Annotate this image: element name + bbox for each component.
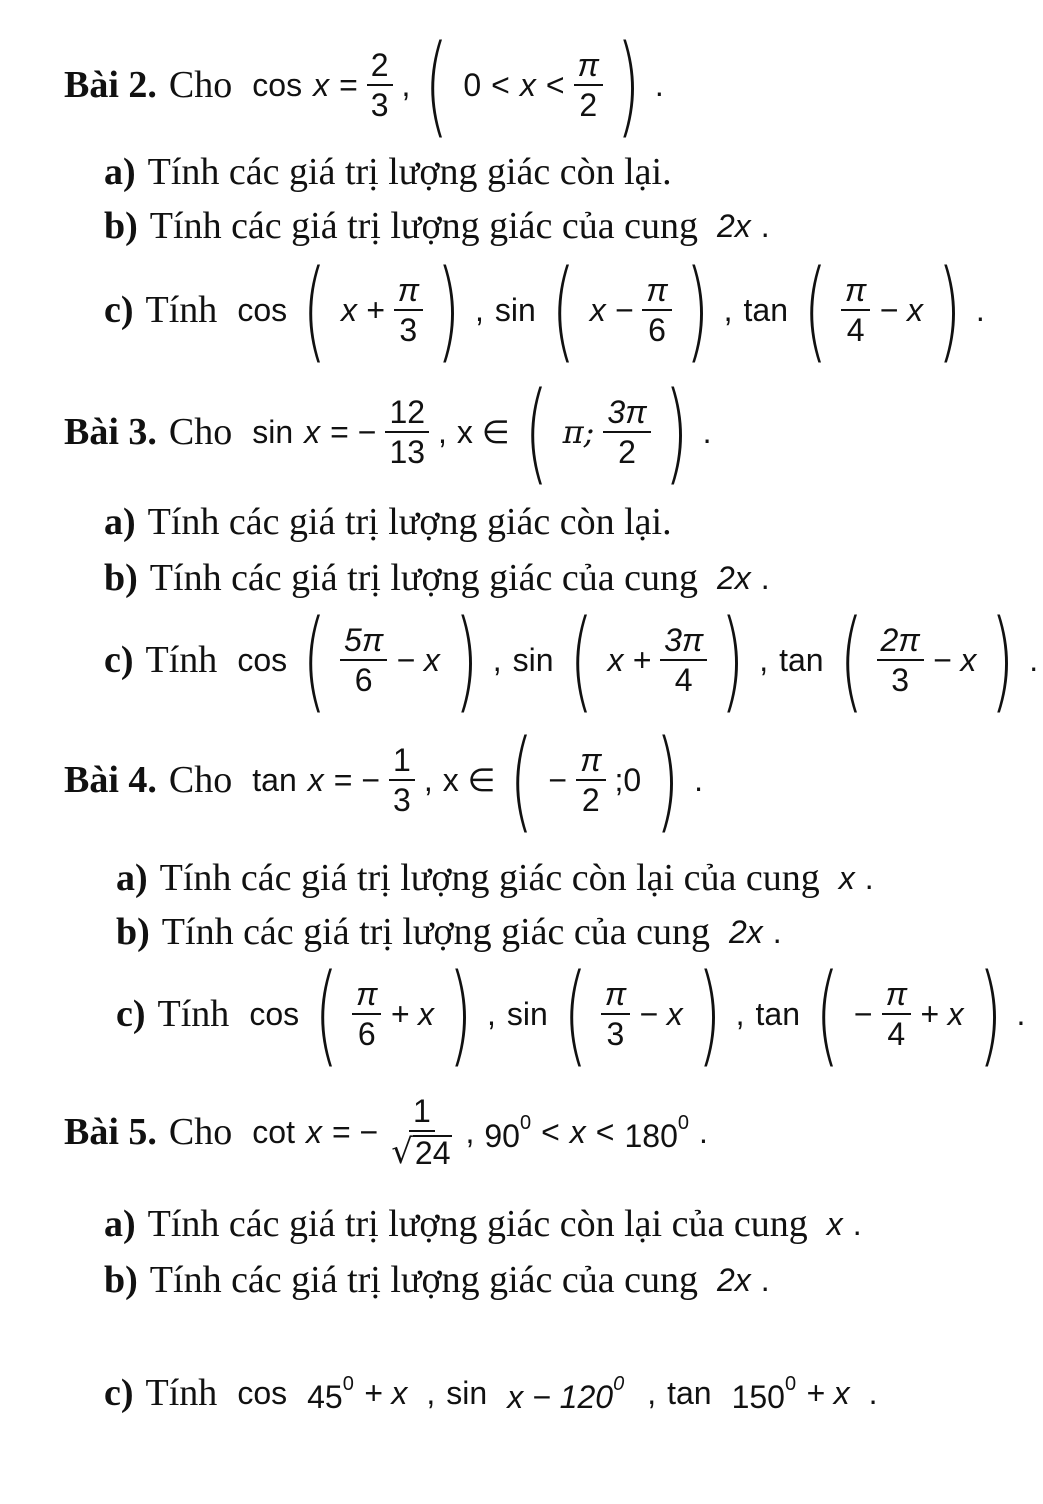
problem-4-part-a: a) Tính các giá trị lượng giác còn lại của cung x . (116, 857, 874, 899)
problem-4-title: Bài 4. (64, 759, 157, 801)
sqrt-radicand: 24 (414, 1135, 451, 1171)
problem-2-statement: Bài 2. Cho cos x = $\frac{2}{3}$ , ( 0 < x < $\frac{\pi}{2}$ ) . (64, 21, 664, 149)
problem-5-part-a: a) Tính các giá trị lượng giác còn lại của cung x . (104, 1203, 862, 1245)
left-paren: ( (425, 21, 449, 149)
fraction: $\frac{\pi}{2}$ (574, 49, 603, 121)
problem-5-title: Bài 5. (64, 1111, 157, 1153)
problem-4-part-b: b) Tính các giá trị lượng giác của cung 2x . (116, 911, 782, 953)
cos-fn: cos (252, 67, 303, 103)
problem-2-part-b: b) Tính các giá trị lượng giác của cung 2x . (104, 205, 770, 247)
problem-2-part-a: a) Tính các giá trị lượng giác còn lại. (104, 151, 672, 193)
problem-4-statement: Bài 4. Cho tan x = − $\frac{1}{3}$ , x ∈ ( − $\frac{\pi}{2}$ ;0 ) . (64, 716, 704, 844)
equals: = (339, 67, 358, 103)
cho-text: Cho (168, 64, 233, 106)
problem-3-title: Bài 3. (64, 411, 157, 453)
problem-4-part-c: c) Tính cos ( $\frac{\pi}{6}$ + x ) , sin ( $\frac{\pi}{3}$ − x ) , tan ( − $\frac{\pi}{4}$ + x ) . (116, 950, 1026, 1078)
problem-3-part-a: a) Tính các giá trị lượng giác còn lại. (104, 501, 672, 543)
problem-2-part-c: c) Tính cos ( x + $\frac{\pi}{3}$ ) , sin ( x − $\frac{\pi}{6}$ ) , tan ( $\frac{\pi}{4}$ − x ) . (104, 246, 985, 374)
fraction: $\frac{2}{3}$ (367, 49, 393, 121)
right-paren: ) (616, 21, 641, 149)
problem-5-part-b: b) Tính các giá trị lượng giác của cung 2x . (104, 1259, 770, 1301)
var-x: x (313, 67, 330, 103)
problem-2-title: Bài 2. (64, 64, 157, 106)
problem-3-statement: Bài 3. Cho sin x = − $\frac{12}{13}$ , x ∈ ( π; $\frac{3\pi}{2}$ ) . (64, 368, 712, 496)
fraction-with-root: 1 √ 24 (391, 1093, 451, 1172)
problem-3-part-c: c) Tính cos ( $\frac{5\pi}{6}$ − x ) , sin ( x + $\frac{3\pi}{4}$ ) , tan ( $\frac{2\pi}{3}$ − x ) . (104, 596, 1039, 724)
problem-3-part-b: b) Tính các giá trị lượng giác của cung 2x . (104, 557, 770, 599)
problem-5-part-c: c) Tính cos $45^0$ + x , sin $x - 120^0$ , tan $150^0$ + x . (104, 1372, 878, 1415)
problem-5-statement: Bài 5. Cho cot x = − 1 √ 24 , $90^0$ < x < $180^0$ . (64, 1093, 708, 1172)
